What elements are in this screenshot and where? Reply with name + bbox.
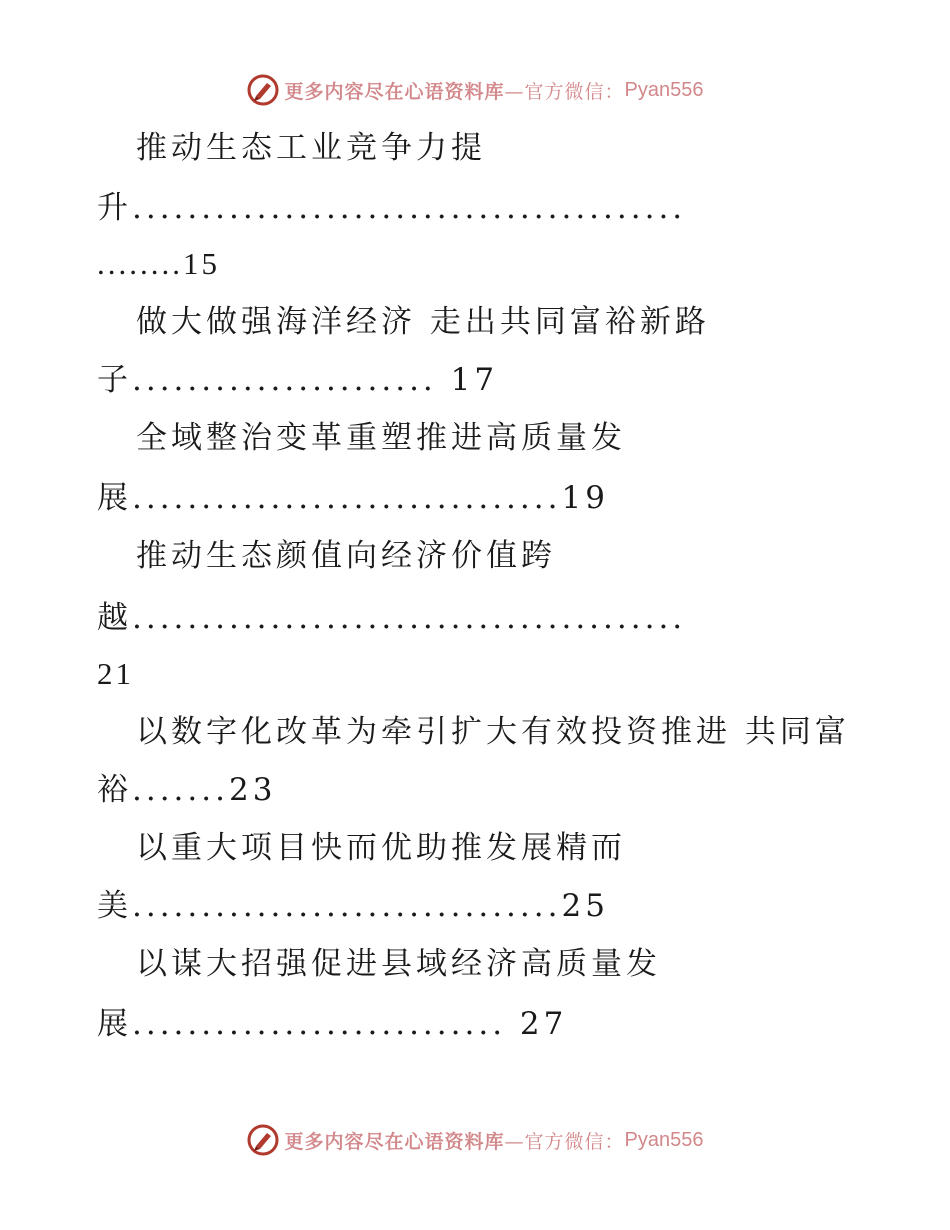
toc-entry-page: ........15 xyxy=(97,246,220,281)
watermark-wechat-id: Pyan556 xyxy=(624,78,704,101)
watermark-official-label: —官方微信： xyxy=(504,1130,625,1153)
toc-entry-title: 做大做强海洋经济 走出共同富裕新路 xyxy=(136,304,710,340)
watermark-wechat-id: Pyan556 xyxy=(624,1128,704,1151)
toc-entry-title: 推动生态工业竞争力提 xyxy=(136,130,486,166)
toc-entry-leader: 裕.......23 xyxy=(97,772,277,808)
toc-entry-leader: 升........................................ xyxy=(97,190,687,226)
toc-entry-leader: 美...............................25 xyxy=(97,888,609,924)
toc-entry-title: 以数字化改革为牵引扩大有效投资推进 共同富 xyxy=(136,714,850,750)
watermark-brand: 更多内容尽在心语资料库 xyxy=(284,1130,505,1153)
toc-entry-title: 全域整治变革重塑推进高质量发 xyxy=(136,420,626,456)
toc-entry-leader: 展........................... 27 xyxy=(97,1006,568,1042)
pen-logo-icon xyxy=(247,1124,279,1156)
watermark-brand: 更多内容尽在心语资料库 xyxy=(284,80,505,103)
toc-entry-page: 21 xyxy=(97,656,134,691)
top-watermark xyxy=(0,72,950,108)
pen-logo-icon xyxy=(247,74,279,106)
toc-entry-title: 推动生态颜值向经济价值跨 xyxy=(136,538,556,574)
toc-entry-leader: 子...................... 17 xyxy=(97,362,499,398)
toc-entry-title: 以重大项目快而优助推发展精而 xyxy=(136,830,626,866)
toc-entry-leader: 越........................................ xyxy=(97,600,687,636)
bottom-watermark xyxy=(0,1122,950,1158)
toc-entry-leader: 展...............................19 xyxy=(97,480,609,516)
toc-entry-title: 以谋大招强促进县域经济高质量发 xyxy=(136,946,661,982)
watermark-official-label: —官方微信： xyxy=(504,80,625,103)
